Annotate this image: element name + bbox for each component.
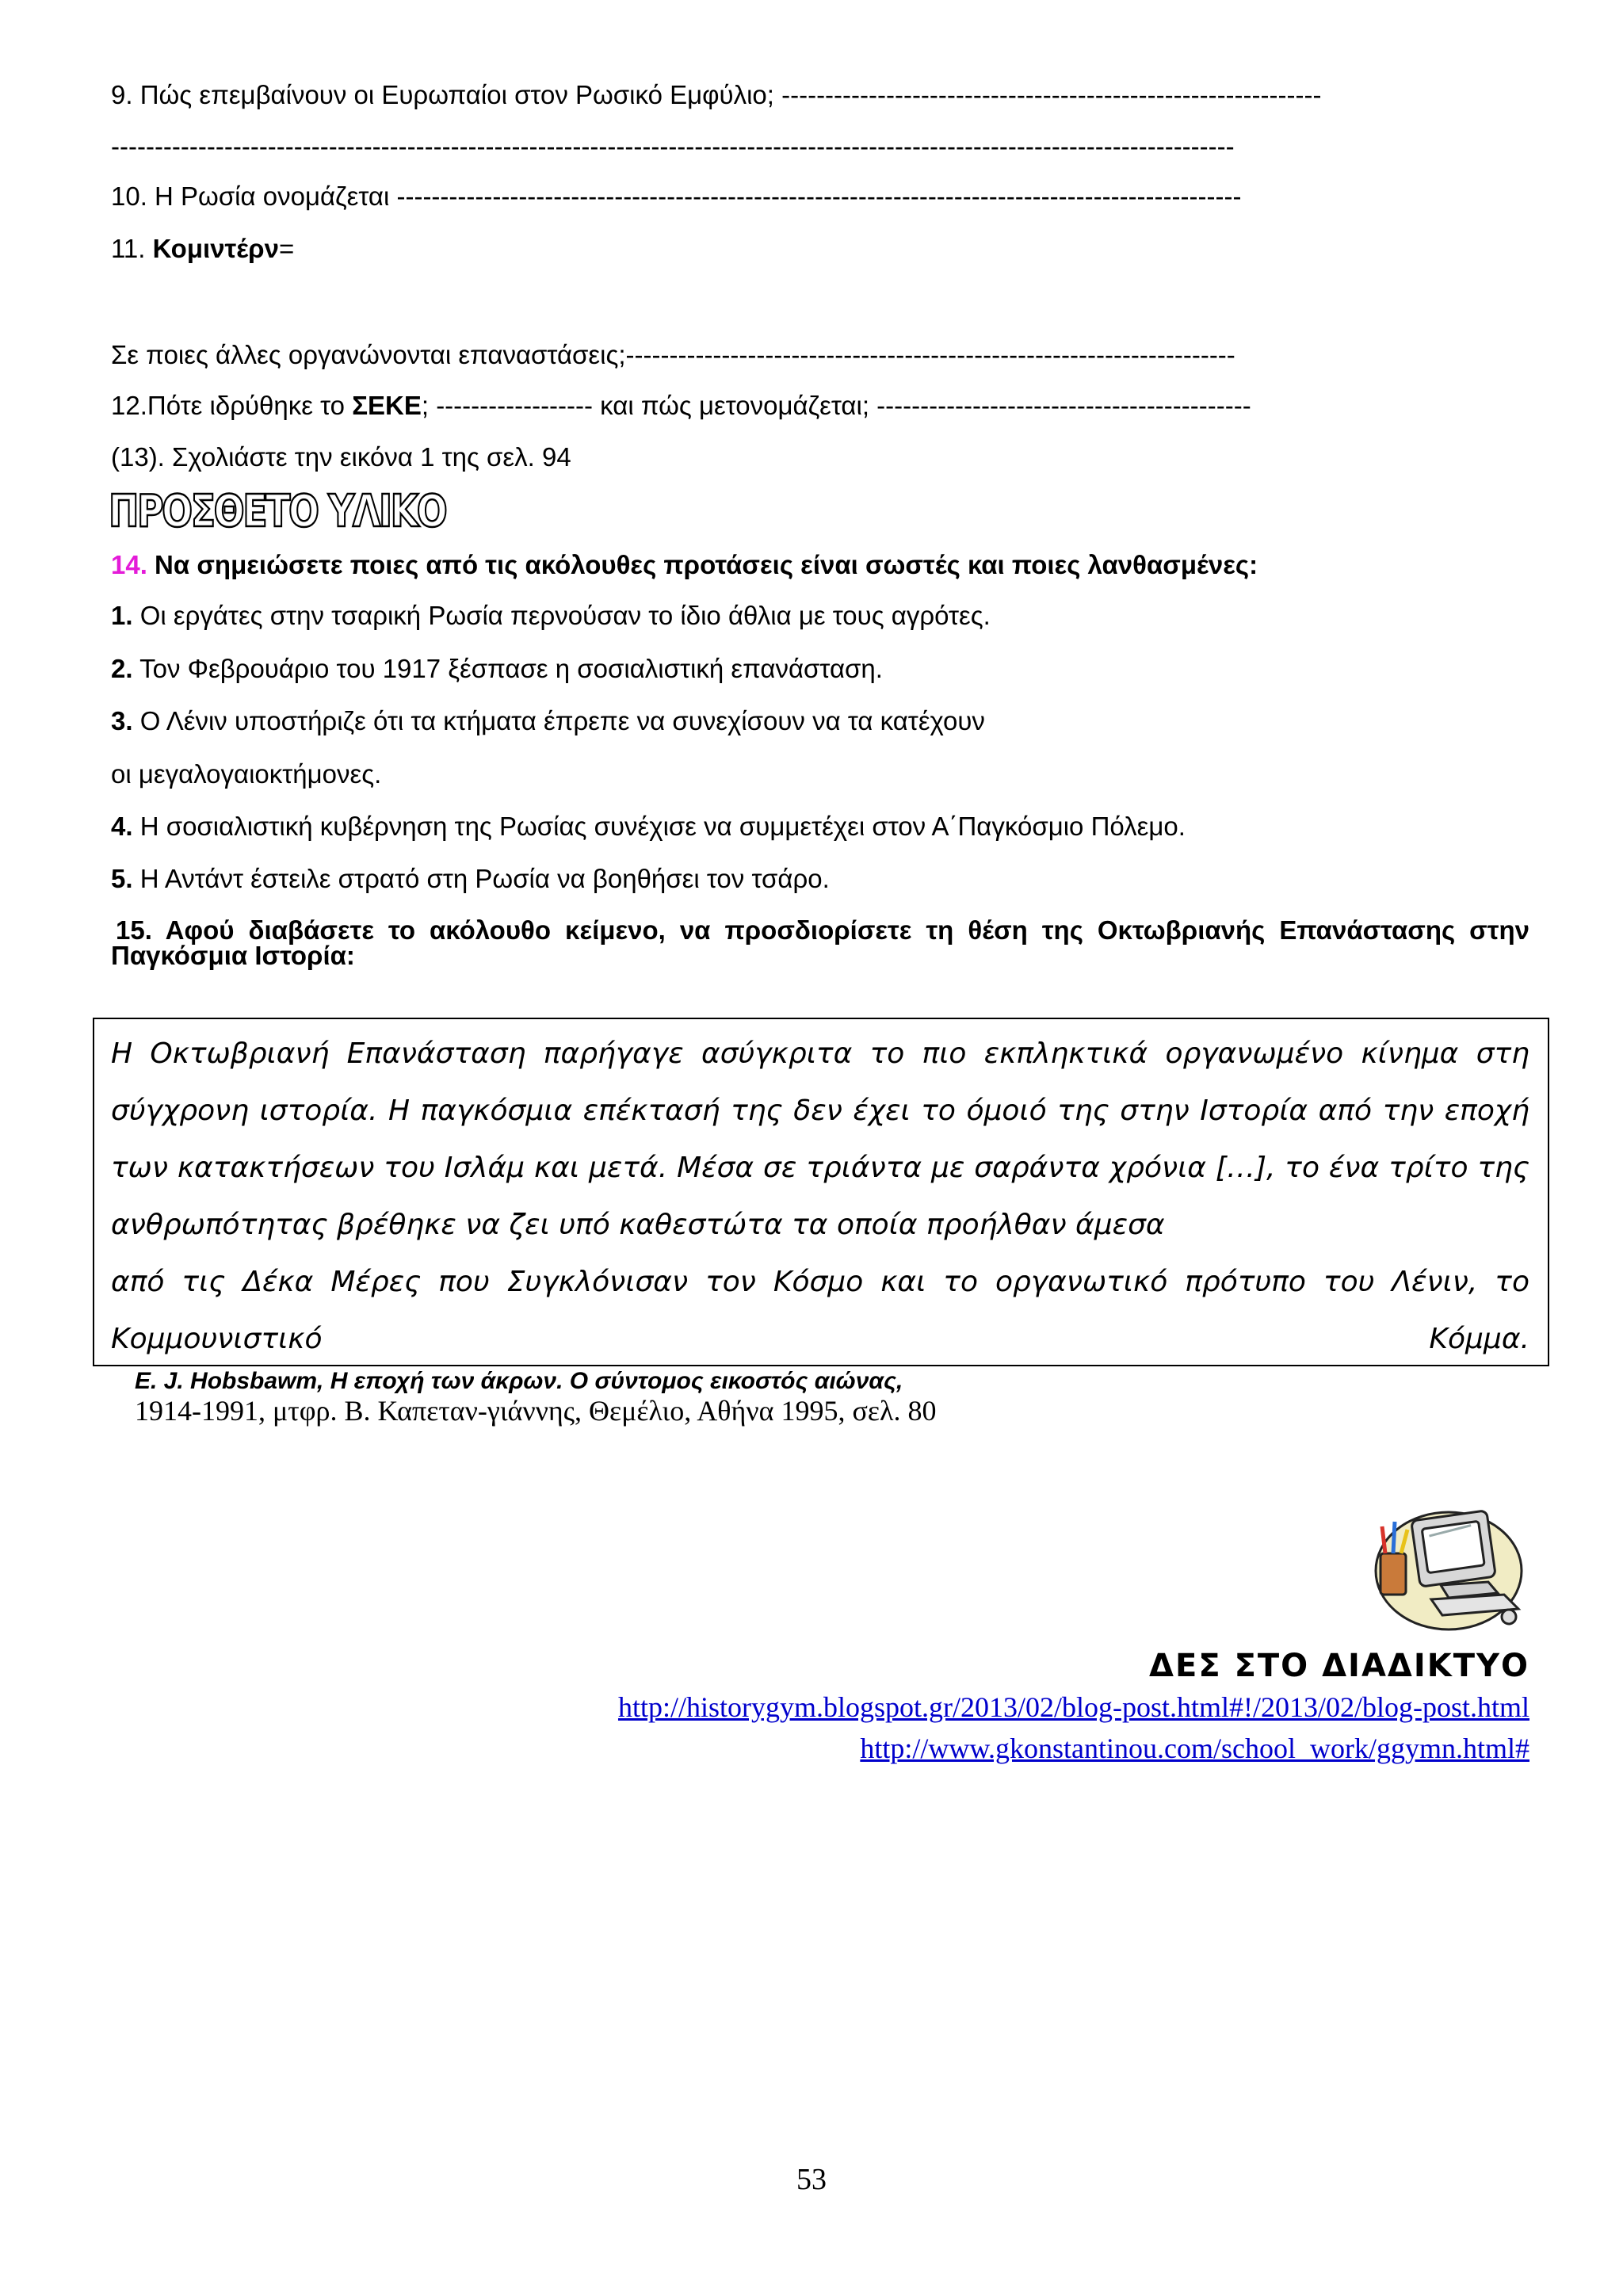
statement-4 <box>111 811 1186 842</box>
statement-5 <box>111 863 830 895</box>
question-15-prompt: 15. Αφού διαβάσετε το ακόλουθο κείμενο, να προσδιορίσετε τη θέση της Οκτωβριανής Επανάστασης στην Παγκόσμια Ιστορία: <box>111 915 1529 970</box>
statement-1 <box>111 600 991 632</box>
statement-text: Τον Φεβρουάριο του 1917 ξέσπασε η σοσιαλιστική επανάσταση. <box>139 654 883 683</box>
web-resources-title: ΔΕΣ ΣΤΟ ΔΙΑΔΙΚΤΥΟ <box>1149 1648 1529 1684</box>
web-link-historygym[interactable]: http://historygym.blogspot.gr/2013/02/blog-post.html#!/2013/02/blog-post.html <box>617 1691 1529 1723</box>
statement-number: 1. <box>111 601 133 630</box>
statement-3-continuation: οι μεγαλογαιοκτήμονες. <box>111 759 382 789</box>
question-9: 9. Πώς επεμβαίνουν οι Ευρωπαίοι στον Ρωσικό Εμφύλιο; -------------------------------------------------------------- <box>111 80 1322 109</box>
citation-author-title: E. J. Hobsbawm, Η εποχή των άκρων. Ο σύντομος εικοστός αιώνας, <box>135 1368 903 1394</box>
statement-text: Ο Λένιν υποστήριζε ότι τα κτήματα έπρεπε να συνεχίσουν να τα κατέχουν <box>139 706 985 735</box>
page-number: 53 <box>796 2163 827 2196</box>
quote-paragraph-1: Η Οκτωβριανή Επανάσταση παρήγαγε ασύγκριτα το πιο εκπληκτικά οργανωμένο κίνημα στη σύγχρονη ιστορία. Η παγκόσμια επέκτασή της δεν έχει το όμοιό της στην Ιστορία από την εποχή των κατακτήσεων του Ισλάμ και μετά. Μέσα σε τριάντα με σαράντα χρόνια […], το ένα τρίτο της ανθρωπότητας βρέθηκε να ζει υπό καθεστώτα τα οποία προήλθαν άμεσα <box>111 1037 1529 1241</box>
statement-2 <box>111 653 883 685</box>
quote-paragraph-2: από τις Δέκα Μέρες που Συγκλόνισαν τον Κόσμο και το οργανωτικό πρότυπο του Λένιν, το Κομμουνιστικό Κόμμα. <box>111 1266 1529 1355</box>
statement-text: Οι εργάτες στην τσαρική Ρωσία περνούσαν το ίδιο άθλια με τους αγρότες. <box>139 601 991 630</box>
statement-text: Η Αντάντ έστειλε στρατό στη Ρωσία να βοηθήσει τον τσάρο. <box>139 864 830 893</box>
statement-number: 3. <box>111 706 133 735</box>
question-10: 10. Η Ρωσία ονομάζεται ------------------------------------------------------------------------------------------------- <box>111 181 1242 211</box>
question-14-prompt <box>111 549 1258 581</box>
question-14-text: Να σημειώσετε ποιες από τις ακόλουθες προτάσεις είναι σωστές και ποιες λανθασμένες: <box>155 550 1258 579</box>
citation-details: 1914-1991, μτφρ. Β. Καπεταν-γιάννης, Θεμέλιο, Αθήνα 1995, σελ. 80 <box>135 1395 937 1427</box>
question-12 <box>111 390 1251 422</box>
question-12-text-b: ; ------------------ και πώς μετονομάζεται; ------------------------------------------- <box>421 391 1251 420</box>
question-12-term: ΣΕΚΕ <box>352 391 422 420</box>
statement-3 <box>111 705 985 737</box>
question-9-continuation: --------------------------------------------------------------------------------------------------------------------------------- <box>111 132 1235 161</box>
question-11 <box>111 233 294 265</box>
statement-number: 4. <box>111 812 133 841</box>
statement-number: 2. <box>111 654 133 683</box>
question-other-revolutions: Σε ποιες άλλες οργανώνονται επαναστάσεις;---------------------------------------------------------------------- <box>111 340 1235 369</box>
extra-material-heading: ΠΡΟΣΘΕΤΟ ΥΛΙΚΟ <box>109 486 446 537</box>
web-link-gkonstantinou[interactable]: http://www.gkonstantinou.com/school_work/ggymn.html# <box>860 1733 1529 1764</box>
question-13: (13). Σχολιάστε την εικόνα 1 της σελ. 94 <box>111 442 571 472</box>
question-11-equals: = <box>278 234 295 263</box>
question-12-text-a: 12.Πότε ιδρύθηκε το <box>111 391 353 420</box>
computer-clipart-icon <box>1369 1506 1528 1633</box>
statement-number: 5. <box>111 864 133 893</box>
statement-text: Η σοσιαλιστική κυβέρνηση της Ρωσίας συνέχισε να συμμετέχει στον Α΄Παγκόσμιο Πόλεμο. <box>139 812 1186 841</box>
question-11-term: Κομιντέρν <box>152 234 279 263</box>
question-11-number: 11. <box>111 234 146 263</box>
question-14-number: 14. <box>111 550 147 579</box>
